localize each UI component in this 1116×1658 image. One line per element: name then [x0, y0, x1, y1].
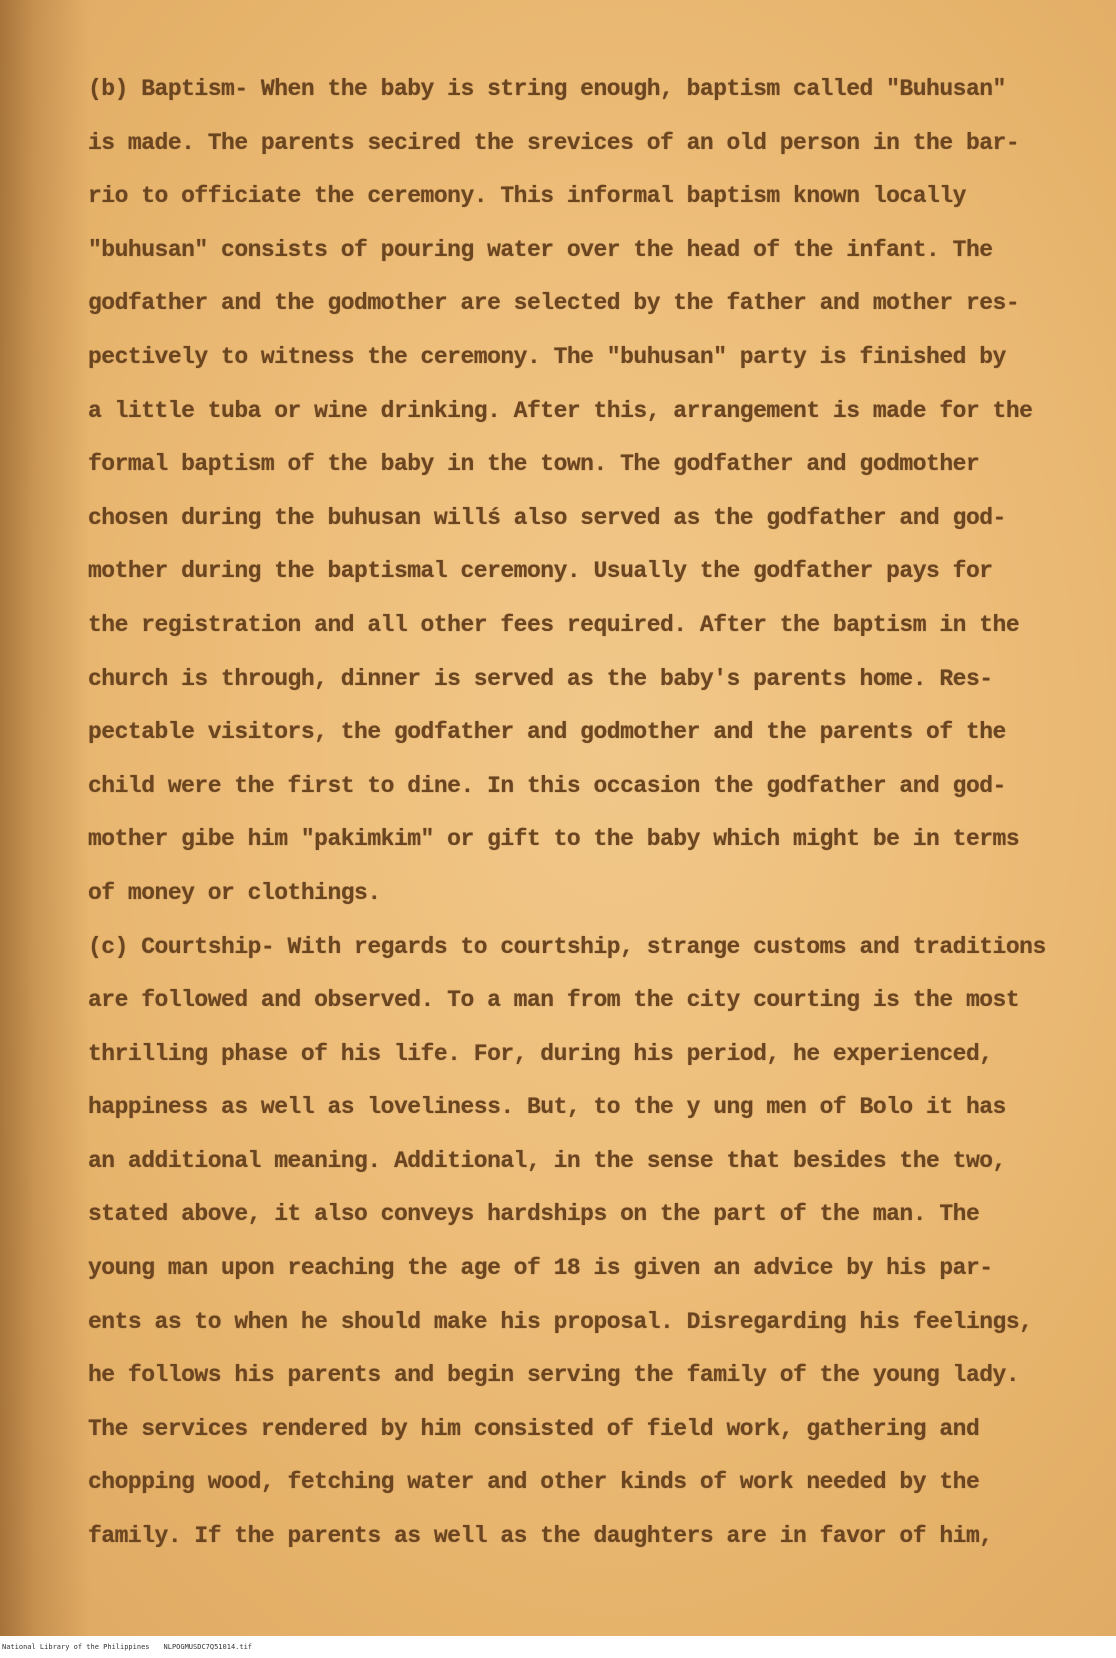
- text-line: of money or clothings.: [88, 879, 381, 906]
- text-line: mother during the baptismal ceremony. Usually the godfather pays for: [88, 558, 993, 585]
- text-line: is made. The parents secired the srevices of an old person in the bar-: [88, 129, 1020, 156]
- text-line: stated above, it also conveys hardships on the part of the man. The: [88, 1201, 980, 1228]
- text-line: (c) Courtship- With regards to courtship, strange customs and traditions: [88, 933, 1046, 960]
- text-line: a little tuba or wine drinking. After this, arrangement is made for the: [88, 397, 1033, 424]
- text-line: church is through, dinner is served as the baby's parents home. Res-: [88, 665, 993, 692]
- text-line: an additional meaning. Additional, in the sense that besides the two,: [88, 1147, 1006, 1174]
- paragraph-courtship: [88, 932, 1056, 1575]
- footer-institution: National Library of the Philippines: [2, 1643, 150, 1651]
- text-line: are followed and observed. To a man from the city courting is the most: [88, 987, 1020, 1014]
- typewritten-text-block: [88, 74, 1056, 1575]
- text-line: he follows his parents and begin serving the family of the young lady.: [88, 1362, 1020, 1389]
- text-line: young man upon reaching the age of 18 is given an advice by his par-: [88, 1255, 993, 1282]
- text-line: family. If the parents as well as the daughters are in favor of him,: [88, 1523, 993, 1550]
- text-line: chosen during the buhusan willś also served as the godfather and god-: [88, 504, 1006, 531]
- text-line: pectable visitors, the godfather and godmother and the parents of the: [88, 719, 1006, 746]
- text-line: chopping wood, fetching water and other kinds of work needed by the: [88, 1469, 980, 1496]
- text-line: godfather and the godmother are selected by the father and mother res-: [88, 290, 1020, 317]
- text-line: (b) Baptism- When the baby is string enough, baptism called "Buhusan": [88, 76, 1006, 102]
- text-line: "buhusan" consists of pouring water over the head of the infant. The: [88, 236, 993, 263]
- footer-filename: NLPOGMUSDC7Q51014.tif: [163, 1643, 253, 1651]
- text-line: ents as to when he should make his proposal. Disregarding his feelings,: [88, 1308, 1033, 1335]
- text-line: the registration and all other fees required. After the baptism in the: [88, 611, 1020, 638]
- paragraph-baptism: [88, 74, 1056, 932]
- text-line: The services rendered by him consisted of field work, gathering and: [88, 1415, 980, 1442]
- text-line: happiness as well as loveliness. But, to the y ung men of Bolo it has: [88, 1094, 1006, 1121]
- text-line: thrilling phase of his life. For, during his period, he experienced,: [88, 1040, 993, 1067]
- text-line: child were the first to dine. In this occasion the godfather and god-: [88, 772, 1006, 799]
- scan-footer: [0, 1636, 1116, 1658]
- text-line: mother gibe him "pakimkim" or gift to the baby which might be in terms: [88, 826, 1020, 853]
- text-line: rio to officiate the ceremony. This informal baptism known locally: [88, 183, 966, 210]
- text-line: pectively to witness the ceremony. The "buhusan" party is finished by: [88, 343, 1006, 370]
- text-line: formal baptism of the baby in the town. The godfather and godmother: [88, 451, 980, 478]
